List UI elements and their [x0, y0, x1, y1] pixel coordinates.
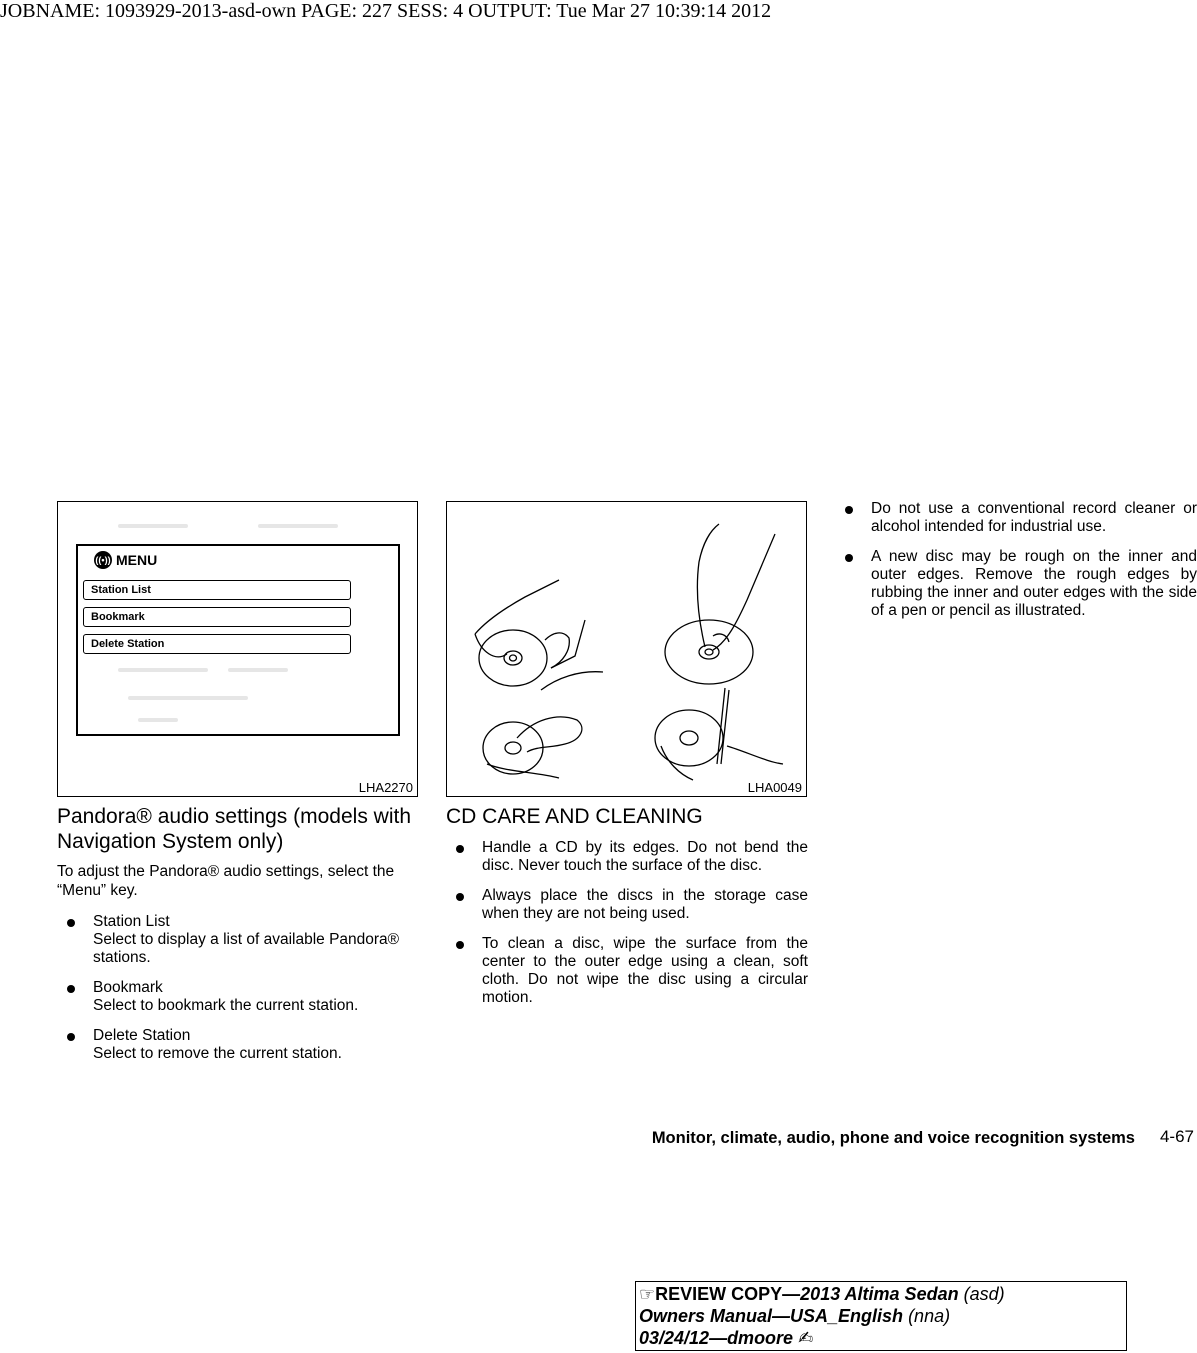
figure-label: LHA0049	[747, 780, 802, 795]
item-description: Select to bookmark the current station.	[93, 997, 359, 1014]
faded-text	[128, 696, 248, 700]
pandora-intro: To adjust the Pandora® audio settings, select the “Menu” key.	[57, 863, 395, 899]
item-title: Delete Station	[93, 1027, 191, 1044]
review-manual-code: (nna)	[903, 1306, 951, 1326]
bullet-icon	[67, 1033, 75, 1041]
item-text: To clean a disc, wipe the surface from the center to the outer edge using a clean, soft cloth. Do not wipe the disc using a circular motion.	[482, 935, 808, 1006]
list-item	[67, 1027, 419, 1063]
list-item	[845, 500, 1197, 536]
list-item	[67, 979, 419, 1015]
cd-care-list	[456, 839, 808, 1019]
pandora-menu-figure	[57, 501, 418, 797]
faded-text	[118, 668, 208, 672]
item-title: Bookmark	[93, 979, 163, 996]
station-list-button[interactable]: Station List	[83, 580, 351, 600]
bullet-icon	[845, 554, 853, 562]
bullet-icon	[67, 985, 75, 993]
review-line-1	[639, 1283, 1123, 1305]
bookmark-button[interactable]: Bookmark	[83, 607, 351, 627]
review-line-2	[639, 1305, 1123, 1327]
cd-disc	[665, 620, 753, 684]
section-title: Monitor, climate, audio, phone and voice recognition systems	[651, 1129, 1135, 1147]
review-manual: Owners Manual—USA_English	[639, 1306, 904, 1326]
review-date: 03/24/12—dmoore	[639, 1328, 794, 1348]
cd-care-heading: CD CARE AND CLEANING	[446, 805, 703, 828]
bullet-icon	[456, 893, 464, 901]
audio-icon: ((•))	[94, 551, 112, 569]
item-text: Handle a CD by its edges. Do not bend the disc. Never touch the surface of the disc.	[482, 839, 808, 874]
pandora-settings-list	[67, 913, 419, 1075]
review-line-3	[639, 1327, 1123, 1349]
pointing-hand-icon: ☞	[639, 1284, 656, 1304]
faded-text	[258, 524, 338, 528]
cd-disc	[655, 710, 723, 766]
review-model: 2013 Altima Sedan	[800, 1284, 959, 1304]
item-text: Do not use a conventional record cleaner or alcohol intended for industrial use.	[871, 500, 1197, 535]
bullet-icon	[67, 919, 75, 927]
list-item	[456, 935, 808, 1007]
item-description: Select to remove the current station.	[93, 1045, 342, 1062]
list-item	[845, 548, 1197, 620]
bullet-icon	[456, 845, 464, 853]
writing-hand-icon: ✍	[798, 1328, 814, 1348]
review-label: REVIEW COPY—	[655, 1284, 801, 1304]
list-item	[456, 887, 808, 923]
item-text: A new disc may be rough on the inner and outer edges. Remove the rough edges by rubbing the inner and outer edges with the side of a pen or pencil as illustrated.	[871, 548, 1197, 619]
delete-station-button[interactable]: Delete Station	[83, 634, 351, 654]
faded-text	[138, 718, 178, 722]
list-item	[456, 839, 808, 875]
item-title: Station List	[93, 913, 170, 930]
page-number: 4-67	[1159, 1127, 1194, 1146]
review-copy-box	[635, 1281, 1127, 1351]
cd-handling-figure	[446, 501, 807, 797]
review-model-code: (asd)	[958, 1284, 1005, 1304]
menu-screen	[76, 544, 400, 736]
figure-label: LHA2270	[358, 780, 413, 795]
list-item	[67, 913, 419, 967]
cd-disc	[479, 630, 547, 686]
job-header: JOBNAME: 1093929-2013-asd-own PAGE: 227 SESS: 4 OUTPUT: Tue Mar 27 10:39:14 2012	[0, 0, 772, 22]
bullet-icon	[456, 941, 464, 949]
faded-text	[228, 668, 288, 672]
cd-care-list-continued	[845, 500, 1197, 632]
menu-title	[94, 551, 157, 569]
item-text: Always place the discs in the storage case when they are not being used.	[482, 887, 808, 922]
menu-title-label: MENU	[116, 552, 158, 568]
pandora-heading: Pandora® audio settings (models with Navigation System only)	[57, 805, 411, 853]
bullet-icon	[845, 506, 853, 514]
item-description: Select to display a list of available Pandora® stations.	[93, 931, 400, 966]
faded-text	[118, 524, 188, 528]
cd-handling-illustration	[447, 502, 806, 782]
